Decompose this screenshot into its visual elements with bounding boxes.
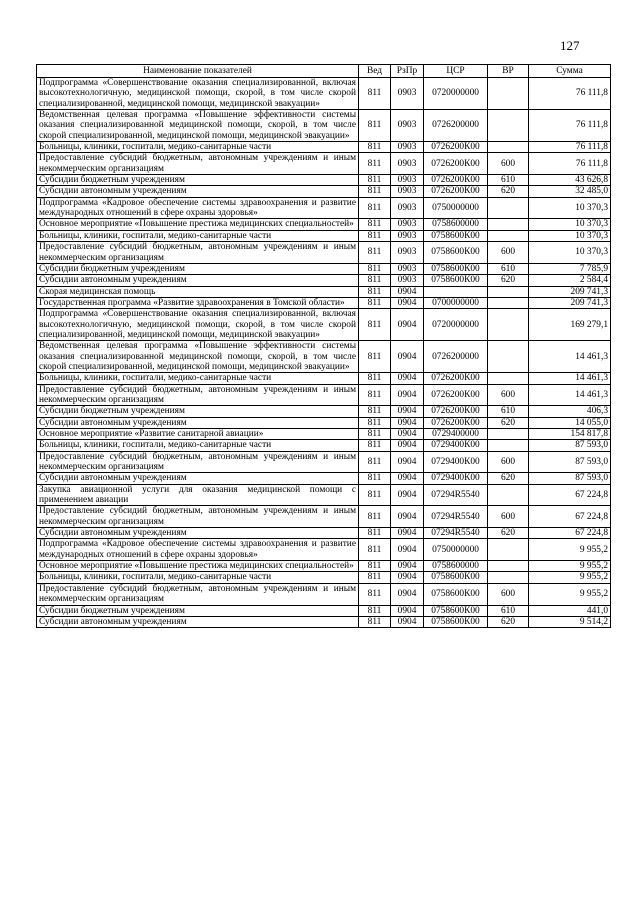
cell-name: Предоставление субсидий бюджетным, автономным учреждениям и иным некоммерческим организациям <box>37 242 359 264</box>
cell-vr: 600 <box>488 506 529 528</box>
cell-ved: 811 <box>359 373 391 384</box>
cell-csr: 0726200К00 <box>424 373 488 384</box>
table-body <box>37 78 611 628</box>
cell-sum: 10 370,3 <box>529 197 611 219</box>
cell-ved: 811 <box>359 297 391 308</box>
cell-ved: 811 <box>359 242 391 264</box>
cell-ved: 811 <box>359 309 391 341</box>
cell-name: Скорая медицинская помощь <box>37 286 359 297</box>
cell-sum: 87 593,0 <box>529 473 611 484</box>
cell-csr: 0758600К00 <box>424 572 488 583</box>
cell-csr: 0700000000 <box>424 297 488 308</box>
table-row <box>37 78 611 110</box>
table-row <box>37 197 611 219</box>
cell-name: Субсидии автономным учреждениям <box>37 186 359 197</box>
cell-name: Предоставление субсидий бюджетным, автономным учреждениям и иным некоммерческим организациям <box>37 506 359 528</box>
table-row <box>37 605 611 616</box>
cell-vr: 610 <box>488 406 529 417</box>
cell-csr: 0726200К00 <box>424 384 488 406</box>
cell-vr: 620 <box>488 528 529 539</box>
cell-vr: 600 <box>488 242 529 264</box>
cell-ved: 811 <box>359 429 391 440</box>
cell-csr: 0726200000 <box>424 341 488 373</box>
cell-ved: 811 <box>359 263 391 274</box>
table-row <box>37 473 611 484</box>
cell-name: Субсидии автономным учреждениям <box>37 616 359 627</box>
cell-sum: 43 626,8 <box>529 175 611 186</box>
cell-ved: 811 <box>359 384 391 406</box>
table-row <box>37 429 611 440</box>
cell-rzpr: 0904 <box>391 605 424 616</box>
cell-csr: 0758600К00 <box>424 583 488 605</box>
cell-vr: 610 <box>488 175 529 186</box>
cell-sum: 441,0 <box>529 605 611 616</box>
cell-name: Основное мероприятие «Повышение престижа медицинских специальностей» <box>37 561 359 572</box>
cell-ved: 811 <box>359 341 391 373</box>
cell-csr: 0729400К00 <box>424 440 488 451</box>
cell-vr <box>488 429 529 440</box>
cell-ved: 811 <box>359 110 391 142</box>
header-csr: ЦСР <box>424 65 488 78</box>
table-row <box>37 406 611 417</box>
cell-name: Субсидии автономным учреждениям <box>37 528 359 539</box>
cell-ved: 811 <box>359 506 391 528</box>
cell-csr: 0729400К00 <box>424 473 488 484</box>
cell-csr: 0750000000 <box>424 539 488 561</box>
header-vr: ВР <box>488 65 529 78</box>
cell-vr <box>488 78 529 110</box>
cell-rzpr: 0903 <box>391 197 424 219</box>
table-row <box>37 484 611 506</box>
cell-name: Субсидии автономным учреждениям <box>37 417 359 428</box>
table-row <box>37 230 611 241</box>
cell-vr: 620 <box>488 186 529 197</box>
table-row <box>37 142 611 153</box>
cell-name: Субсидии бюджетным учреждениям <box>37 263 359 274</box>
cell-name: Больницы, клиники, госпитали, медико-санитарные части <box>37 440 359 451</box>
cell-sum: 10 370,3 <box>529 219 611 230</box>
table-row <box>37 440 611 451</box>
table-row <box>37 341 611 373</box>
table-row <box>37 110 611 142</box>
cell-vr: 600 <box>488 384 529 406</box>
cell-vr <box>488 230 529 241</box>
cell-name: Государственная программа «Развитие здравоохранения в Томской области» <box>37 297 359 308</box>
header-sum: Сумма <box>529 65 611 78</box>
cell-rzpr: 0904 <box>391 616 424 627</box>
table-row <box>37 451 611 473</box>
cell-vr <box>488 539 529 561</box>
cell-ved: 811 <box>359 406 391 417</box>
cell-ved: 811 <box>359 142 391 153</box>
table-row <box>37 286 611 297</box>
cell-vr: 600 <box>488 153 529 175</box>
cell-vr: 620 <box>488 473 529 484</box>
cell-sum: 76 111,8 <box>529 153 611 175</box>
cell-rzpr: 0904 <box>391 429 424 440</box>
cell-vr <box>488 309 529 341</box>
cell-vr <box>488 341 529 373</box>
cell-sum: 209 741,3 <box>529 286 611 297</box>
table-row <box>37 297 611 308</box>
cell-name: Предоставление субсидий бюджетным, автономным учреждениям и иным некоммерческим организациям <box>37 451 359 473</box>
cell-rzpr: 0904 <box>391 561 424 572</box>
cell-csr: 0726200К00 <box>424 153 488 175</box>
cell-sum: 67 224,8 <box>529 506 611 528</box>
cell-sum: 14 461,3 <box>529 384 611 406</box>
cell-vr: 620 <box>488 275 529 286</box>
cell-name: Предоставление субсидий бюджетным, автономным учреждениям и иным некоммерческим организациям <box>37 583 359 605</box>
cell-csr: 0758600К00 <box>424 263 488 274</box>
cell-ved: 811 <box>359 230 391 241</box>
cell-rzpr: 0903 <box>391 275 424 286</box>
cell-sum: 87 593,0 <box>529 451 611 473</box>
cell-name: Закупка авиационной услуги для оказания медицинской помощи с применением авиации <box>37 484 359 506</box>
cell-name: Подпрограмма «Кадровое обеспечение системы здравоохранения и развитие международных отношений в сфере охраны здоровья» <box>37 539 359 561</box>
cell-csr: 0726200К00 <box>424 186 488 197</box>
cell-rzpr: 0904 <box>391 528 424 539</box>
cell-vr <box>488 440 529 451</box>
table-row <box>37 153 611 175</box>
cell-ved: 811 <box>359 197 391 219</box>
cell-rzpr: 0903 <box>391 142 424 153</box>
cell-sum: 67 224,8 <box>529 528 611 539</box>
table-row <box>37 539 611 561</box>
cell-sum: 209 741,3 <box>529 297 611 308</box>
cell-csr: 0729400000 <box>424 429 488 440</box>
cell-vr <box>488 142 529 153</box>
cell-rzpr: 0904 <box>391 309 424 341</box>
cell-name: Предоставление субсидий бюджетным, автономным учреждениям и иным некоммерческим организациям <box>37 384 359 406</box>
table-row <box>37 506 611 528</box>
cell-ved: 811 <box>359 484 391 506</box>
table-row <box>37 583 611 605</box>
cell-rzpr: 0904 <box>391 473 424 484</box>
cell-vr: 600 <box>488 583 529 605</box>
cell-sum: 9 955,2 <box>529 572 611 583</box>
cell-sum: 67 224,8 <box>529 484 611 506</box>
cell-sum: 9 514,2 <box>529 616 611 627</box>
cell-sum: 2 584,4 <box>529 275 611 286</box>
cell-vr: 620 <box>488 616 529 627</box>
table-row <box>37 384 611 406</box>
cell-rzpr: 0903 <box>391 153 424 175</box>
cell-vr: 610 <box>488 263 529 274</box>
cell-rzpr: 0903 <box>391 242 424 264</box>
cell-vr <box>488 572 529 583</box>
header-rzpr: РзПр <box>391 65 424 78</box>
cell-vr <box>488 297 529 308</box>
cell-csr: 0758600К00 <box>424 605 488 616</box>
cell-csr: 0726200К00 <box>424 142 488 153</box>
cell-sum: 14 461,3 <box>529 341 611 373</box>
cell-ved: 811 <box>359 583 391 605</box>
cell-sum: 76 111,8 <box>529 110 611 142</box>
cell-rzpr: 0904 <box>391 539 424 561</box>
cell-csr: 07294R5540 <box>424 506 488 528</box>
cell-sum: 10 370,3 <box>529 242 611 264</box>
table-row <box>37 219 611 230</box>
cell-ved: 811 <box>359 440 391 451</box>
cell-csr: 0726200К00 <box>424 417 488 428</box>
cell-vr: 600 <box>488 451 529 473</box>
table-row <box>37 175 611 186</box>
cell-rzpr: 0904 <box>391 297 424 308</box>
cell-name: Больницы, клиники, госпитали, медико-санитарные части <box>37 230 359 241</box>
cell-rzpr: 0904 <box>391 506 424 528</box>
cell-name: Подпрограмма «Кадровое обеспечение системы здравоохранения и развитие международных отношений в сфере охраны здоровья» <box>37 197 359 219</box>
cell-rzpr: 0904 <box>391 572 424 583</box>
table-row <box>37 417 611 428</box>
cell-csr: 0758600К00 <box>424 230 488 241</box>
table-row <box>37 572 611 583</box>
cell-csr: 07294R5540 <box>424 484 488 506</box>
table-row <box>37 616 611 627</box>
cell-name: Подпрограмма «Совершенствование оказания специализированной, включая высокотехнологичную, медицинской помощи, скорой, в том числе скорой специализированной, медицинской помощи, медицинской эвакуации» <box>37 309 359 341</box>
cell-vr <box>488 286 529 297</box>
cell-csr: 0729400К00 <box>424 451 488 473</box>
cell-vr: 610 <box>488 605 529 616</box>
cell-rzpr: 0903 <box>391 263 424 274</box>
cell-rzpr: 0904 <box>391 384 424 406</box>
cell-csr: 07294R5540 <box>424 528 488 539</box>
cell-name: Основное мероприятие «Развитие санитарной авиации» <box>37 429 359 440</box>
cell-name: Субсидии автономным учреждениям <box>37 275 359 286</box>
cell-vr <box>488 484 529 506</box>
cell-sum: 32 485,0 <box>529 186 611 197</box>
cell-ved: 811 <box>359 78 391 110</box>
cell-sum: 406,3 <box>529 406 611 417</box>
cell-sum: 14 461,3 <box>529 373 611 384</box>
cell-rzpr: 0903 <box>391 230 424 241</box>
cell-rzpr: 0903 <box>391 110 424 142</box>
cell-rzpr: 0903 <box>391 78 424 110</box>
cell-ved: 811 <box>359 539 391 561</box>
cell-ved: 811 <box>359 605 391 616</box>
header-name: Наименование показателей <box>37 65 359 78</box>
cell-vr: 620 <box>488 417 529 428</box>
cell-name: Больницы, клиники, госпитали, медико-санитарные части <box>37 142 359 153</box>
cell-name: Основное мероприятие «Повышение престижа медицинских специальностей» <box>37 219 359 230</box>
cell-csr: 0750000000 <box>424 197 488 219</box>
cell-rzpr: 0904 <box>391 583 424 605</box>
cell-csr: 0758600К00 <box>424 616 488 627</box>
cell-sum: 9 955,2 <box>529 539 611 561</box>
cell-csr: 0720000000 <box>424 309 488 341</box>
cell-csr: 0726200000 <box>424 110 488 142</box>
cell-rzpr: 0904 <box>391 373 424 384</box>
cell-csr: 0758600К00 <box>424 242 488 264</box>
cell-csr: 0726200К00 <box>424 175 488 186</box>
cell-name: Больницы, клиники, госпитали, медико-санитарные части <box>37 373 359 384</box>
cell-name: Субсидии автономным учреждениям <box>37 473 359 484</box>
cell-sum: 7 785,9 <box>529 263 611 274</box>
table-row <box>37 309 611 341</box>
cell-ved: 811 <box>359 528 391 539</box>
cell-ved: 811 <box>359 175 391 186</box>
cell-sum: 76 111,8 <box>529 78 611 110</box>
cell-rzpr: 0903 <box>391 175 424 186</box>
cell-ved: 811 <box>359 451 391 473</box>
cell-ved: 811 <box>359 275 391 286</box>
cell-sum: 169 279,1 <box>529 309 611 341</box>
cell-name: Подпрограмма «Совершенствование оказания специализированной, включая высокотехнологичную, медицинской помощи, скорой, в том числе скорой специализированной, медицинской помощи, медицинской эвакуации» <box>37 78 359 110</box>
cell-sum: 76 111,8 <box>529 142 611 153</box>
cell-sum: 87 593,0 <box>529 440 611 451</box>
header-ved: Вед <box>359 65 391 78</box>
cell-ved: 811 <box>359 219 391 230</box>
cell-sum: 9 955,2 <box>529 583 611 605</box>
cell-rzpr: 0904 <box>391 406 424 417</box>
cell-name: Ведомственная целевая программа «Повышение эффективности системы оказания специализированной медицинской помощи, скорой, в том числе скорой специализированной, медицинской помощи, медицинской эвакуации» <box>37 110 359 142</box>
cell-name: Субсидии бюджетным учреждениям <box>37 175 359 186</box>
table-row <box>37 528 611 539</box>
table-row <box>37 186 611 197</box>
cell-name: Субсидии бюджетным учреждениям <box>37 406 359 417</box>
cell-name: Предоставление субсидий бюджетным, автономным учреждениям и иным некоммерческим организациям <box>37 153 359 175</box>
cell-csr: 0758600000 <box>424 561 488 572</box>
cell-ved: 811 <box>359 561 391 572</box>
page-number: 127 <box>560 38 580 53</box>
table-row <box>37 373 611 384</box>
cell-vr <box>488 219 529 230</box>
cell-vr <box>488 561 529 572</box>
table-header-row <box>37 65 611 78</box>
cell-name: Субсидии бюджетным учреждениям <box>37 605 359 616</box>
cell-csr <box>424 286 488 297</box>
cell-ved: 811 <box>359 417 391 428</box>
cell-vr <box>488 197 529 219</box>
cell-ved: 811 <box>359 286 391 297</box>
cell-ved: 811 <box>359 153 391 175</box>
table-row <box>37 263 611 274</box>
cell-name: Больницы, клиники, госпитали, медико-санитарные части <box>37 572 359 583</box>
cell-ved: 811 <box>359 186 391 197</box>
cell-sum: 14 055,0 <box>529 417 611 428</box>
cell-sum: 9 955,2 <box>529 561 611 572</box>
cell-csr: 0720000000 <box>424 78 488 110</box>
cell-ved: 811 <box>359 616 391 627</box>
cell-csr: 0758600К00 <box>424 275 488 286</box>
cell-rzpr: 0904 <box>391 451 424 473</box>
cell-ved: 811 <box>359 572 391 583</box>
cell-sum: 10 370,3 <box>529 230 611 241</box>
table-row <box>37 275 611 286</box>
table-row <box>37 561 611 572</box>
table-row <box>37 242 611 264</box>
cell-rzpr: 0903 <box>391 219 424 230</box>
cell-rzpr: 0904 <box>391 440 424 451</box>
cell-rzpr: 0904 <box>391 341 424 373</box>
cell-rzpr: 0904 <box>391 484 424 506</box>
cell-rzpr: 0904 <box>391 417 424 428</box>
cell-name: Ведомственная целевая программа «Повышение эффективности системы оказания специализированной медицинской помощи, скорой, в том числе скорой специализированной, медицинской помощи, медицинской эвакуации» <box>37 341 359 373</box>
cell-rzpr: 0903 <box>391 186 424 197</box>
cell-csr: 0758600000 <box>424 219 488 230</box>
budget-table <box>36 64 611 628</box>
cell-sum: 154 817,8 <box>529 429 611 440</box>
cell-ved: 811 <box>359 473 391 484</box>
cell-csr: 0726200К00 <box>424 406 488 417</box>
cell-vr <box>488 373 529 384</box>
cell-rzpr: 0904 <box>391 286 424 297</box>
cell-vr <box>488 110 529 142</box>
